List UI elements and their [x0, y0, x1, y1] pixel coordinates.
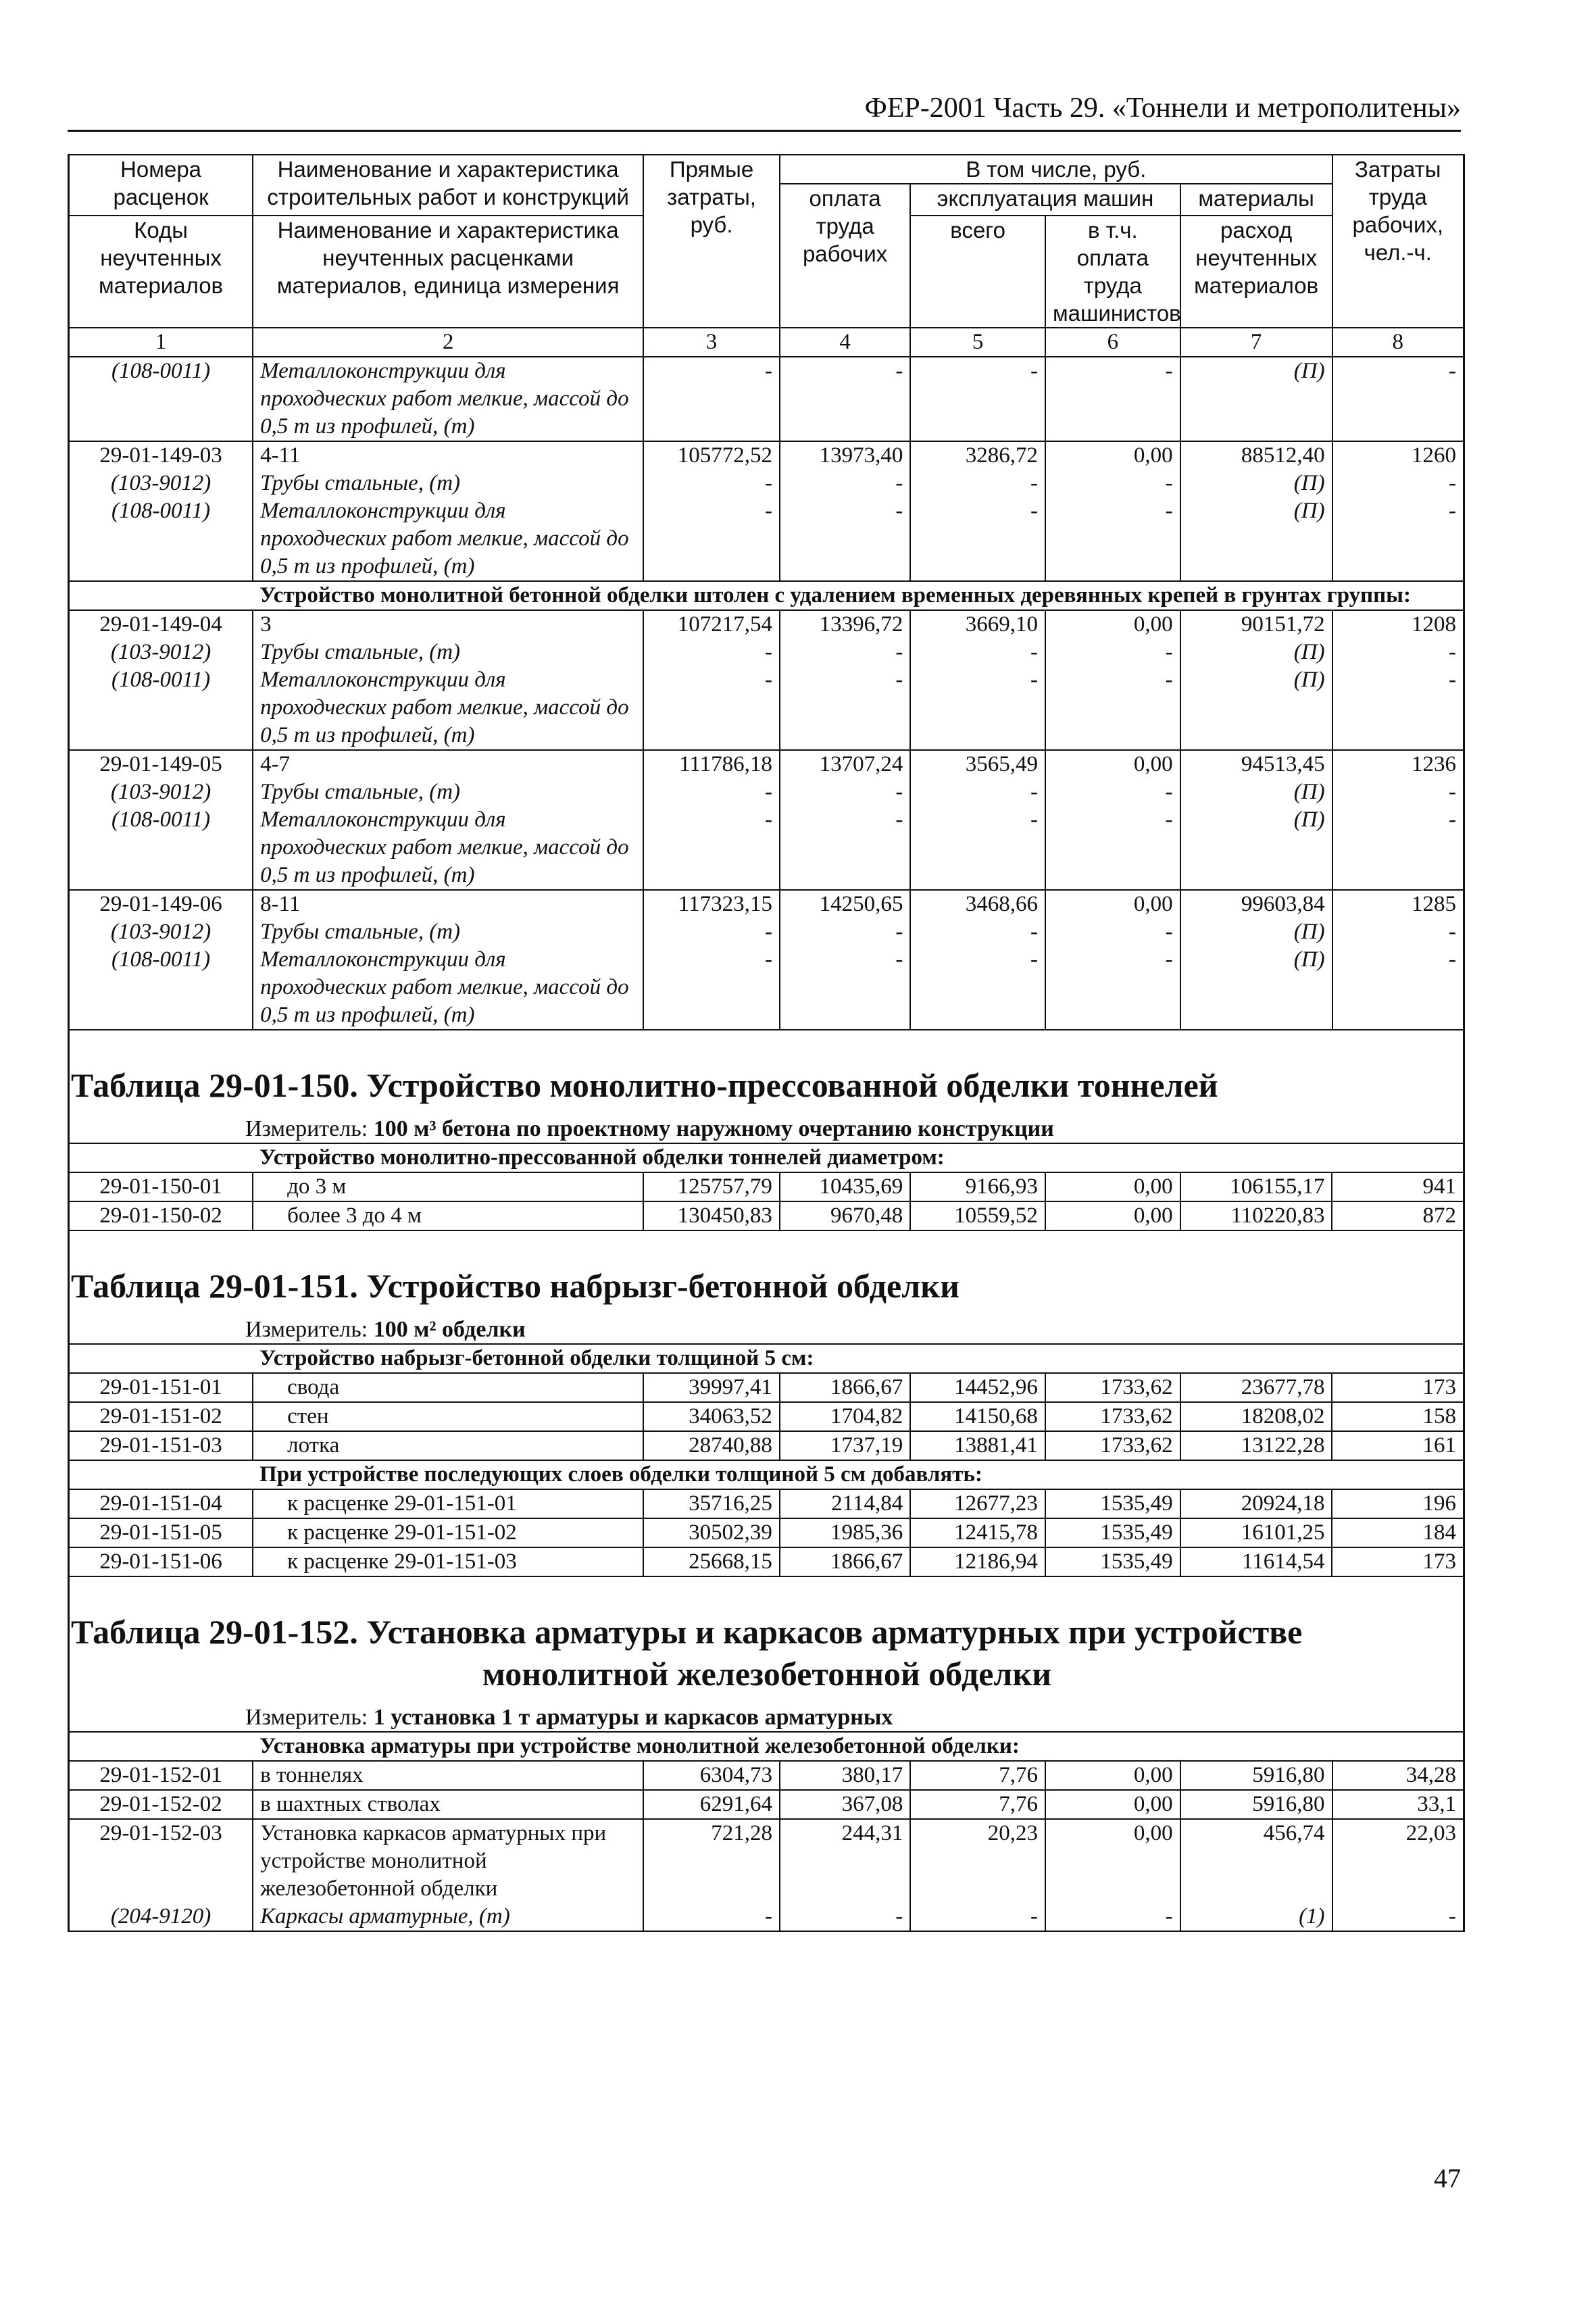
col-num-bottom: Коды неучтенных материалов [70, 216, 253, 328]
table-row: 29-01-151-04 к расценке 29-01-151-01 35716,25 2114,84 12677,23 1535,49 20924,18 196 [70, 1489, 1463, 1518]
section-heading: При устройстве последующих слоев обделки толщиной 5 см добавлять: [70, 1460, 1463, 1489]
table-row: (103-9012) Трубы стальные, (т) - - - - (П) - [70, 918, 1463, 946]
price-document [68, 154, 1465, 1932]
table-row: (108-0011) Металлоконструкции для проходческих работ мелкие, массой до 0,5 т из профилей, (т) - - - - (П) - [70, 666, 1463, 750]
page-number: 47 [1434, 2163, 1461, 2193]
table-row: 29-01-152-02 в шахтных стволах 6291,64 367,08 7,76 0,00 5916,80 33,1 [70, 1790, 1463, 1819]
section-heading: Устройство набрызг-бетонной обделки толщиной 5 см: [70, 1344, 1463, 1373]
col-name-bottom: Наименование и характеристика неучтенных расценками материалов, единица измерения [253, 216, 643, 328]
table-row: 29-01-149-03 4-11 105772,52 13973,40 3286,72 0,00 88512,40 1260 [70, 441, 1463, 470]
header-row-1 [70, 155, 1463, 184]
table-row: 29-01-152-03 Установка каркасов арматурных при устройстве монолитной железобетонной обделки 721,28 244,31 20,23 0,00 456,74 22,03 [70, 1819, 1463, 1903]
table-152-title: Таблица 29-01-152. Установка арматуры и каркасов арматурных при устройстве монолитной железобетонной обделки [71, 1613, 1303, 1693]
section-heading: Установка арматуры при устройстве монолитной железобетонной обделки: [70, 1732, 1463, 1761]
table-row: (108-0011) Металлоконструкции для проходческих работ мелкие, массой до 0,5 т из профилей, (т) - - - - (П) - [70, 946, 1463, 1030]
col-machines: эксплуатация машин [910, 184, 1180, 216]
table-151-meter: Измеритель: 100 м² обделки [245, 1317, 526, 1342]
page-header: ФЕР-2001 Часть 29. «Тоннели и метрополитены» [864, 93, 1461, 124]
col-direct: Прямые затраты, руб. [643, 155, 780, 328]
col-labor: оплата труда рабочих [780, 184, 910, 328]
table-151-title: Таблица 29-01-151. Устройство набрызг-бетонной обделки [71, 1267, 959, 1305]
table-152-meter: Измеритель: 1 установка 1 т арматуры и каркасов арматурных [245, 1705, 893, 1730]
col-materials: материалы [1180, 184, 1332, 216]
table-row: (204-9120) Каркасы арматурные, (т) - - - - (1) - [70, 1903, 1463, 1931]
table-row: (103-9012) Трубы стальные, (т) - - - - (П) - [70, 778, 1463, 806]
table-150-title: Таблица 29-01-150. Устройство монолитно-прессованной обделки тоннелей [71, 1066, 1218, 1104]
table-row: (103-9012) Трубы стальные, (т) - - - - (П) - [70, 470, 1463, 497]
header-rule [68, 130, 1461, 132]
table-row: 29-01-149-06 8-11 117323,15 14250,65 3468,66 0,00 99603,84 1285 [70, 890, 1463, 918]
table-row: 29-01-151-05 к расценке 29-01-151-02 30502,39 1985,36 12415,78 1535,49 16101,25 184 [70, 1518, 1463, 1547]
table-row: 29-01-151-03 лотка 28740,88 1737,19 13881,41 1733,62 13122,28 161 [70, 1431, 1463, 1460]
table-row: 29-01-152-01 в тоннелях 6304,73 380,17 7,76 0,00 5916,80 34,28 [70, 1761, 1463, 1790]
table-150 [70, 1143, 1463, 1231]
table-row: (108-0011) Металлоконструкции для проходческих работ мелкие, массой до 0,5 т из профилей, (т) - - - - (П) - [70, 806, 1463, 890]
table-row: 29-01-151-01 свода 39997,41 1866,67 14452,96 1733,62 23677,78 173 [70, 1373, 1463, 1402]
col-num-top: Номера расценок [70, 155, 253, 216]
table-row: (108-0011) Металлоконструкции для проходческих работ мелкие, массой до 0,5 т из профилей, (т) - - - - (П) - [70, 357, 1463, 441]
table-row: (103-9012) Трубы стальные, (т) - - - - (П) - [70, 639, 1463, 666]
table-row: (108-0011) Металлоконструкции для проходческих работ мелкие, массой до 0,5 т из профилей, (т) - - - - (П) - [70, 497, 1463, 581]
table-row: 29-01-149-04 3 107217,54 13396,72 3669,10 0,00 90151,72 1208 [70, 610, 1463, 639]
col-machinists: в т.ч. оплата труда машинистов [1045, 216, 1180, 328]
col-total: всего [910, 216, 1045, 328]
col-materials-use: расход неучтенных материалов [1180, 216, 1332, 328]
table-152 [70, 1731, 1463, 1932]
table-151 [70, 1343, 1463, 1577]
table-row: 29-01-149-05 4-7 111786,18 13707,24 3565,49 0,00 94513,45 1236 [70, 750, 1463, 778]
table-149 [70, 154, 1463, 1030]
table-row: 29-01-150-02 более 3 до 4 м 130450,83 9670,48 10559,52 0,00 110220,83 872 [70, 1201, 1463, 1230]
column-numbers-row: 1 2 3 4 5 6 7 8 [70, 328, 1463, 357]
table-row: 29-01-151-06 к расценке 29-01-151-03 25668,15 1866,67 12186,94 1535,49 11614,54 173 [70, 1547, 1463, 1576]
table-150-meter: Измеритель: 100 м³ бетона по проектному наружному очертанию конструкции [245, 1116, 1054, 1141]
section-heading: Устройство монолитной бетонной обделки штолен с удалением временных деревянных крепей в грунтах группы: [70, 581, 1463, 610]
table-row: 29-01-150-01 до 3 м 125757,79 10435,69 9166,93 0,00 106155,17 941 [70, 1172, 1463, 1201]
col-name-top: Наименование и характеристика строительных работ и конструкций [253, 155, 643, 216]
col-incl: В том числе, руб. [780, 155, 1332, 184]
col-hours: Затраты труда рабочих, чел.-ч. [1332, 155, 1463, 328]
table-row: 29-01-151-02 стен 34063,52 1704,82 14150,68 1733,62 18208,02 158 [70, 1402, 1463, 1431]
section-heading: Устройство монолитно-прессованной обделки тоннелей диаметром: [70, 1143, 1463, 1172]
